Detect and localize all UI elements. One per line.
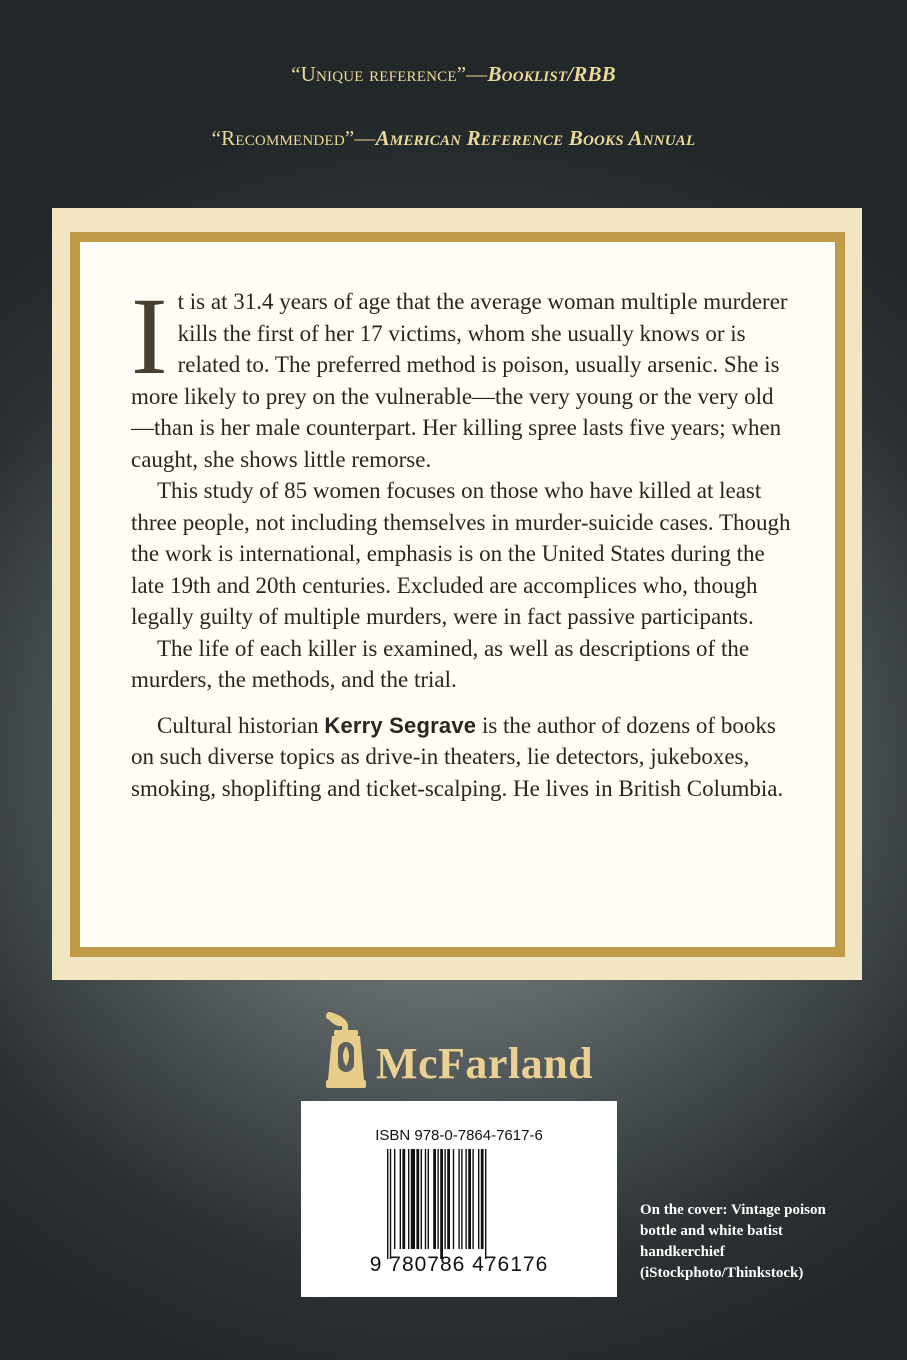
barcode-bar bbox=[465, 1149, 466, 1249]
barcode-bar bbox=[411, 1149, 415, 1249]
author-bio-text: is the author of dozens of books on such diverse topics as drive-in theaters, lie detectors, jukeboxes, smoking, shoplifting and ticket-scalping. He lives in British Columbia. bbox=[131, 712, 784, 801]
author-name: Kerry Segrave bbox=[324, 712, 477, 738]
barcode-bar bbox=[447, 1149, 450, 1249]
barcode-bar bbox=[481, 1149, 484, 1249]
barcode-bar bbox=[433, 1149, 436, 1249]
publisher-logo-block bbox=[318, 1010, 618, 1090]
quote-source: Booklist/RBB bbox=[487, 62, 616, 86]
barcode-box bbox=[301, 1101, 617, 1297]
publisher-name: McFarland bbox=[376, 1039, 594, 1088]
barcode-bar bbox=[472, 1149, 473, 1249]
author-bio bbox=[131, 710, 791, 805]
barcode-bar bbox=[428, 1149, 429, 1249]
author-bio-lead: Cultural historian bbox=[157, 712, 325, 738]
barcode-bar bbox=[400, 1149, 401, 1249]
barcode-bar bbox=[458, 1149, 459, 1249]
drop-cap: I bbox=[131, 275, 168, 397]
barcode-digits: 9 780786 476176 bbox=[369, 1253, 549, 1276]
barcode-bar bbox=[468, 1149, 471, 1249]
barcode-bar bbox=[440, 1149, 443, 1259]
review-quote-arba bbox=[0, 126, 907, 151]
paragraph-text: t is at 31.4 years of age that the average woman multiple murderer kills the first of her 17 victims, whom she usually knows or is related to. The preferred method is poison, usually arsenic. She is more likely to prey on the vulnerable—the very young or the very old—than is her male counterpart. Her killing spree lasts five years; when caught, she shows little remorse. bbox=[131, 289, 788, 472]
barcode-bar bbox=[437, 1149, 438, 1249]
description-paragraph-3: The life of each killer is examined, as well as descriptions of the murders, the methods, and the trial. bbox=[131, 635, 750, 692]
barcode-bar bbox=[485, 1149, 486, 1259]
description-paragraph-1 bbox=[131, 275, 791, 475]
barcode-bar bbox=[421, 1149, 422, 1249]
barcode-bar bbox=[390, 1149, 391, 1259]
description-paragraph-2: This study of 85 women focuses on those who have killed at least three people, not including themselves in murder-suicide cases. Though the work is international, emphasis is on the United States during the late 19th and 20th centuries. Excluded are accomplices who, though legally guilty of multiple murders, were in fact passive participants. bbox=[131, 478, 791, 629]
review-quote-booklist bbox=[0, 62, 907, 87]
lantern-icon bbox=[318, 1010, 370, 1090]
barcode-bars bbox=[387, 1149, 537, 1259]
barcode-bar bbox=[394, 1149, 395, 1249]
book-description bbox=[131, 275, 791, 804]
barcode-bar bbox=[387, 1149, 388, 1259]
barcode-bar bbox=[408, 1149, 409, 1249]
barcode-bar bbox=[461, 1149, 462, 1249]
barcode-bar bbox=[453, 1149, 454, 1249]
barcode-bar bbox=[478, 1149, 479, 1249]
barcode-bar bbox=[444, 1149, 445, 1249]
barcode-bar bbox=[425, 1149, 426, 1249]
barcode-bar bbox=[402, 1149, 405, 1249]
cover-credit: On the cover: Vintage poison bottle and white batist handkerchief (iStockphoto/Thinkstock) bbox=[640, 1202, 826, 1281]
barcode-bar bbox=[416, 1149, 419, 1249]
quote-text: “Unique reference”— bbox=[291, 62, 488, 86]
quote-source: American Reference Books Annual bbox=[375, 126, 696, 150]
isbn-label: ISBN 978-0-7864-7617-6 bbox=[375, 1127, 543, 1144]
quote-text: “Recommended”— bbox=[211, 126, 376, 150]
